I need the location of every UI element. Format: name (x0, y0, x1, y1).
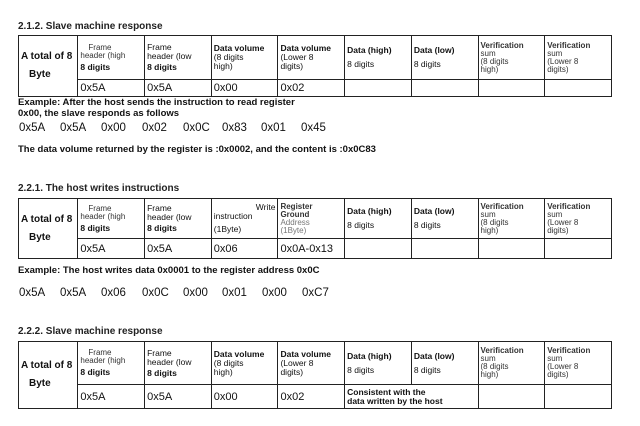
header-frame-low: Frame header (low 8 digits (145, 342, 212, 385)
header-checksum-low: Verification sum (Lower 8 digits) (545, 36, 612, 80)
value-cell: 0x02 (278, 385, 345, 409)
value-cell: 0x06 (211, 239, 278, 259)
hex-byte: 0x01 (261, 122, 286, 134)
header-data-low: Data (low) 8 digits (411, 199, 478, 239)
header-checksum-high: Verification sum (8 digits high) (478, 199, 545, 239)
value-cell (545, 239, 612, 259)
byte-count-label: A total of 8 Byte (19, 342, 78, 409)
section-heading-slave-response-1: 2.1.2. Slave machine response (18, 21, 163, 32)
hex-byte: 0x02 (142, 122, 167, 134)
byte-count-label: A total of 8 Byte (19, 36, 78, 97)
value-cell: 0x5A (145, 80, 212, 97)
value-cell (478, 385, 545, 409)
header-data-high: Data (high) 8 digits (345, 342, 412, 385)
header-data-volume-high: Data volume (8 digits high) (211, 36, 278, 80)
example-text-line-1: Example: After the host sends the instruction to read register (18, 97, 295, 108)
result-text: The data volume returned by the register is :0x0002, and the content is :0x0C83 (18, 144, 376, 155)
value-cell (478, 239, 545, 259)
hex-byte: 0x83 (222, 122, 247, 134)
merged-note-cell: Consistent with the data written by the host (345, 385, 478, 409)
hex-byte: 0x0C (142, 287, 169, 299)
header-checksum-high: Verification sum (8 digits high) (478, 342, 545, 385)
header-frame-high: Frame header (high 8 digits (78, 199, 145, 239)
header-data-volume-low: Data volume (Lower 8 digits) (278, 342, 345, 385)
example-text-host-write: Example: The host writes data 0x0001 to the register address 0x0C (18, 265, 320, 276)
header-write-instruction: Write instruction (1Byte) (211, 199, 278, 239)
value-cell: 0x00 (211, 385, 278, 409)
value-cell: 0x5A (78, 239, 145, 259)
byte-count-label: A total of 8 Byte (19, 199, 78, 259)
header-frame-high: Frame header (high 8 digits (78, 342, 145, 385)
hex-byte: 0x45 (301, 122, 326, 134)
hex-byte: 0x5A (19, 287, 46, 299)
value-cell: 0x5A (78, 385, 145, 409)
value-cell: 0x5A (78, 80, 145, 97)
header-checksum-low: Verification sum (Lower 8 digits) (545, 342, 612, 385)
value-cell: 0x02 (278, 80, 345, 97)
value-cell (545, 385, 612, 409)
value-cell (345, 239, 412, 259)
value-cell (478, 80, 545, 97)
header-data-high: Data (high) 8 digits (345, 199, 412, 239)
value-cell (411, 80, 478, 97)
value-cell: 0x00 (211, 80, 278, 97)
value-cell: 0x5A (145, 385, 212, 409)
header-data-volume-low: Data volume (Lower 8 digits) (278, 36, 345, 80)
slave-response-table-1 (18, 35, 612, 97)
header-checksum-high: Verification sum (8 digits high) (478, 36, 545, 80)
value-cell (545, 80, 612, 97)
value-cell (345, 80, 412, 97)
hex-byte: 0xC7 (302, 287, 329, 299)
hex-byte: 0x01 (222, 287, 247, 299)
header-frame-high: Frame header (high 8 digits (78, 36, 145, 80)
header-data-high: Data (high) 8 digits (345, 36, 412, 80)
hex-byte: 0x00 (101, 122, 126, 134)
header-frame-low: Frame header (low 8 digits (145, 199, 212, 239)
value-cell: 0x5A (145, 239, 212, 259)
header-checksum-low: Verification sum (Lower 8 digits) (545, 199, 612, 239)
header-data-low: Data (low) 8 digits (411, 36, 478, 80)
value-cell (411, 239, 478, 259)
hex-byte: 0x5A (60, 287, 87, 299)
header-frame-low: Frame header (low 8 digits (145, 36, 212, 80)
slave-response-table-2 (18, 341, 612, 409)
hex-sequence-2 (19, 287, 342, 299)
hex-byte: 0x06 (101, 287, 126, 299)
hex-byte: 0x0C (183, 122, 210, 134)
example-text-line-2: 0x00, the slave responds as follows (18, 108, 180, 119)
section-heading-slave-response-2: 2.2.2. Slave machine response (18, 326, 163, 337)
hex-byte: 0x00 (262, 287, 287, 299)
hex-sequence-1 (19, 122, 341, 134)
hex-byte: 0x00 (183, 287, 208, 299)
section-heading-host-writes: 2.2.1. The host writes instructions (18, 183, 180, 194)
header-data-low: Data (low) 8 digits (411, 342, 478, 385)
value-cell: 0x0A-0x13 (278, 239, 345, 259)
hex-byte: 0x5A (19, 122, 46, 134)
header-data-volume-high: Data volume (8 digits high) (211, 342, 278, 385)
host-write-table (18, 198, 612, 259)
header-register-address: Register Ground Address (1Byte) (278, 199, 345, 239)
hex-byte: 0x5A (60, 122, 87, 134)
